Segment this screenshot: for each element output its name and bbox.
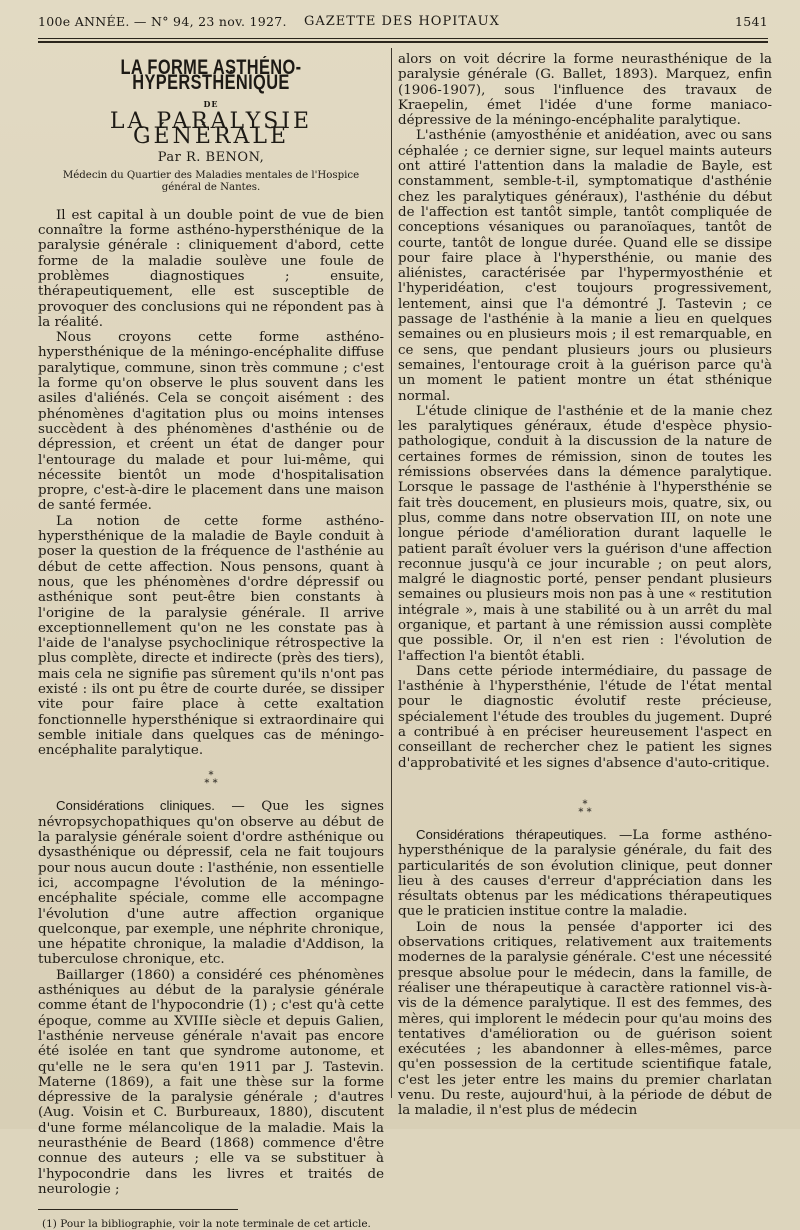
- article-title-de: DE: [203, 98, 219, 109]
- section-separator: [38, 772, 384, 788]
- left-column: [38, 48, 384, 1230]
- header-rule-thick: [38, 41, 768, 43]
- intro-paragraph: La notion de cette forme asthéno-hypersthénique de la maladie de Bayle conduit à poser la question de la fréquence de l'asthénie au début de cette affection. Nous pensons, quant à nous, que les phénomènes d'ordre dépressif ou asthénique sont peut-être bien constants à l'origine de la paralysie générale. Il arrive exceptionnellement qu'on ne les constate pas à l'aide de l'analyse psychoclinique rétrospective la plus complète, directe et indirecte (près des tiers), mais cela ne signifie pas sûrement qu'ils n'ont pas existé : ils ont pu être de courte durée, se dissiper vite pour faire place à cette exaltation fonctionnelle hypersthénique si extraordinaire qui semble initiale dans quelques cas de méningo-encéphalite paralytique.: [38, 513, 384, 759]
- author-byline: Par R. BENON,: [157, 150, 265, 166]
- therapeutic-paragraph: Loin de nous la pensée d'apporter ici des observations critiques, relativement aux traitements modernes de la paralysie générale. C'est une nécessité presque absolue pour le médecin, dans la famille, de réaliser une thérapeutique à caractère rationnel vis-à-vis de la démence paralytique. Il est des femmes, des mères, qui implorent le médecin pour qu'au moins des tentatives d'amélioration ou de guérison soient exécutées ; les abandonner à elles-mêmes, parce qu'en possession de la certitude scientifique fatale, c'est les jeter entre les mains du premier charlatan venu. Du reste, aujourd'hui, à la période de début de la maladie, il n'est plus de médecin: [398, 919, 772, 1119]
- intro-paragraph: Il est capital à un double point de vue de bien connaître la forme asthéno-hypersthénique de la paralysie générale : cliniquement d'abord, cette forme de la maladie soulève une foule de problèmes diagnostiques ; ensuite, thérapeutiquement, elle est susceptible de provoquer des conclusions qui ne répondent pas à la réalité.: [38, 207, 384, 330]
- clinical-paragraph: [38, 798, 384, 967]
- running-head: [38, 14, 768, 38]
- footnote: (1) Pour la bibliographie, voir la note terminale de cet article.: [42, 1218, 371, 1230]
- body-paragraph: alors on voit décrire la forme neurasthénique de la paralysie générale (G. Ballet, 1893). Marquez, enfin (1906-1907), sous l'influence des travaux de Kraepelin, émet l'idée d'une forme maniaco-dépressive de la méningo-encéphalite paralytique.: [398, 52, 772, 129]
- article-title-line2: LA PARALYSIE GÉNÉRALE: [109, 108, 313, 150]
- therapeutic-paragraph-text: —La forme asthéno-hypersthénique de la paralysie générale, du fait des particularités de son évolution clinique, peut donner lieu à des causes d'erreur d'appréciation dans les résultats obtenus par les médications thérapeutiques que le praticien institue contre la maladie.: [398, 827, 772, 920]
- header-rule: [38, 38, 768, 39]
- section-separator: [398, 798, 772, 818]
- column-divider: [391, 48, 392, 1098]
- issue-info: 100e ANNÉE. — N° 94, 23 nov. 1927.: [38, 14, 287, 29]
- body-paragraph: Dans cette période intermédiaire, du passage de l'asthénie à l'hypersthénie, l'étude de l'état mental pour le diagnostic évolutif reste précieuse, spécialement l'étude des troubles du jugement. Dupré a contribué à en préciser heureusement l'aspect en conseillant de rechercher chez le patient les signes d'approbativité et les signes d'absence d'auto-critique.: [398, 663, 772, 771]
- author-affiliation: Médecin du Quartier des Maladies mentales de l'Hospice général de Nantes.: [62, 169, 360, 193]
- page-number: 1541: [734, 14, 768, 29]
- section-heading-clinical: Considérations cliniques.: [56, 798, 215, 814]
- separator-stars-pair: * *: [578, 806, 592, 818]
- right-column: [398, 52, 772, 1119]
- section-heading-therapeutic: Considérations thérapeutiques.: [416, 826, 607, 842]
- clinical-paragraph: Baillarger (1860) a considéré ces phénomènes asthéniques au début de la paralysie générale comme étant de l'hypocondrie (1) ; c'est qu'à cette époque, comme au XVIIIe siècle et depuis Galien, l'asthénie nerveuse générale n'avait pas encore été isolée en tant que syndrome autonome, et qu'elle ne le sera qu'en 1911 par J. Tastevin. Materne (1869), a fait une thèse sur la forme dépressive de la paralysie générale ; d'autres (Aug. Voisin et C. Burbureaux, 1880), discutent d'une forme mélancolique de la maladie. Mais la neurasthénie de Beard (1868) commence d'être connue des auteurs ; elle va se substituer à l'hypocondrie dans les livres et traités de neurologie ;: [38, 967, 384, 1197]
- separator-star: *: [582, 798, 588, 810]
- article-title-line1: LA FORME ASTHÉNO-HYPERSTHÉNIQUE: [120, 56, 302, 95]
- footnote-rule: [38, 1209, 238, 1210]
- intro-paragraph: Nous croyons cette forme asthéno-hypersthénique de la méningo-encéphalite diffuse paralytique, commune, sinon très commune ; c'est la forme qu'on observe le plus souvent dans les asiles d'aliénés. Cela se conçoit aisément : des phénomènes d'agitation plus ou moins intenses succèdent à des phénomènes d'asthénie ou de dépression, et créent un état de danger pour l'entourage du malade et pour lui-même, qui nécessite bientôt un mode d'hospitalisation propre, c'est-à-dire le placement dans une maison de santé fermée.: [38, 330, 384, 514]
- clinical-paragraph-text: — Que les signes névropsychopathiques qu'on observe au début de la paralysie générale soient d'ordre asthénique ou dysasthénique ou dépressif, cela ne fait toujours pour nous aucun doute : l'asthénie, non essentielle ici, accompagne l'évolution de la méningo-encéphalite spéciale, comme elle accompagne l'évolution d'une autre affection organique quelconque, par exemple, une néphrite chronique, une hépatite chronique, la maladie d'Addison, la tuberculose chronique, etc.: [38, 799, 385, 968]
- therapeutic-paragraph: [398, 827, 772, 920]
- body-paragraph: L'asthénie (amyosthénie et anidéation, avec ou sans céphalée ; ce dernier signe, sur lequel maints auteurs ont attiré l'attention dans la maladie de Bayle, est constamment, semble-t-il, symptomatique d'asthénie chez les paralytiques généraux), l'asthénie du début de l'affection est tantôt simple, tantôt compliquée de conceptions vésaniques ou paranoïaques, tantôt de courte, tantôt de longue durée. Quand elle se dissipe pour faire place à l'hypersthénie, ou manie des aliénistes, caractérisée par l'hypermyosthénie et l'hyperidéation, c'est toujours progressivement, lentement, ainsi que l'a démontré J. Tastevin ; ce passage de l'asthénie à la manie a lieu en quelques semaines ou en plusieurs mois ; il est remarquable, en ce sens, que pendant plusieurs jours ou plusieurs semaines, l'entourage croit à la guérison parce qu'à un moment le patient montre un état sthénique normal.: [398, 128, 772, 404]
- body-paragraph: L'étude clinique de l'asthénie et de la manie chez les paralytiques généraux, étude d'espèce physio-pathologique, conduit à la discussion de la nature de certaines formes de rémission, sinon de toutes les rémissions observées dans la démence paralytique. Lorsque le passage de l'asthénie à l'hypersthénie se fait très doucement, en plusieurs mois, quatre, six, ou plus, comme dans notre observation III, on note une longue période d'amélioration durant laquelle le patient paraît évoluer vers la guérison d'une affection reconnue jusqu'à ce jour incurable ; on peut alors, malgré le diagnostic porté, penser pendant plusieurs semaines ou plusieurs mois non pas à une « restitution intégrale », mais à une stabilité ou à un arrêt du mal organique, et partant à une rémission aussi complète que possible. Or, il n'en est rien : l'évolution de l'affection l'a bientôt établi.: [398, 403, 772, 664]
- separator-star: *: [208, 770, 214, 782]
- journal-title: GAZETTE DES HOPITAUX: [304, 14, 500, 29]
- separator-stars-pair: * *: [204, 778, 218, 790]
